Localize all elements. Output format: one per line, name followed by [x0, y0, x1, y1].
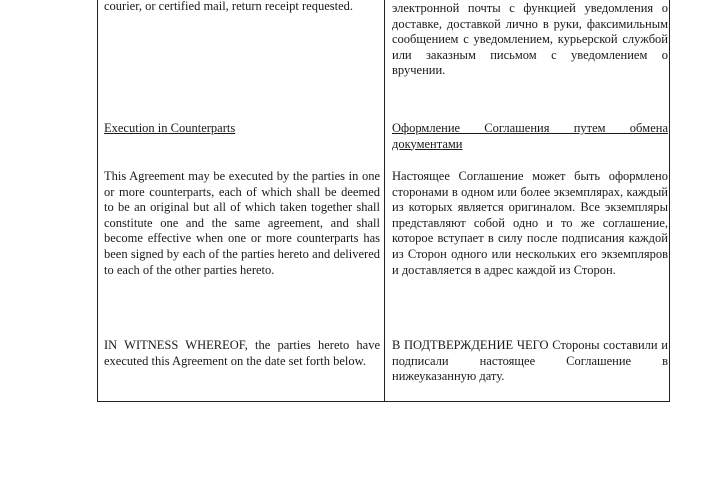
left-notice-tail: courier, or certified mail, return receipt requested. [104, 0, 354, 13]
right-heading-counterparts: Оформление Соглашения путем обмена документами [392, 121, 668, 151]
right-notice-tail: электронной почты с функцией уведомления о доставке, доставкой лично в руки, факсимильным сообщением с уведомлением, курьерской службой или заказным письмом с уведомлением о вручении. [392, 1, 668, 78]
left-heading-counterparts: Execution in Counterparts [104, 121, 236, 135]
right-witness-text: В ПОДТВЕРЖДЕНИЕ ЧЕГО Стороны составили и подписали настоящее Соглашение в нижеуказанную дату. [392, 338, 668, 384]
column-divider [384, 0, 385, 402]
left-counterparts-text: This Agreement may be executed by the parties in one or more counterparts, each of which shall be deemed to be an original but all of which taken together shall constitute one and the same agreement, and shall become effective when one or more counterparts has been signed by each of the parties hereto and delivered to each of the other parties hereto. [104, 169, 380, 277]
left-witness-text: IN WITNESS WHEREOF, the parties hereto have executed this Agreement on the date set forth below. [104, 338, 380, 368]
right-counterparts-text: Настоящее Соглашение может быть оформлено сторонами в одном или более экземплярах, каждый из которых является оригиналом. Все экземпляры представляют собой одно и то же соглашение, которое вступает в силу после подписания каждой из Сторон одного или нескольких его экземпляров и доставляется в адрес каждой из Сторон. [392, 169, 668, 277]
